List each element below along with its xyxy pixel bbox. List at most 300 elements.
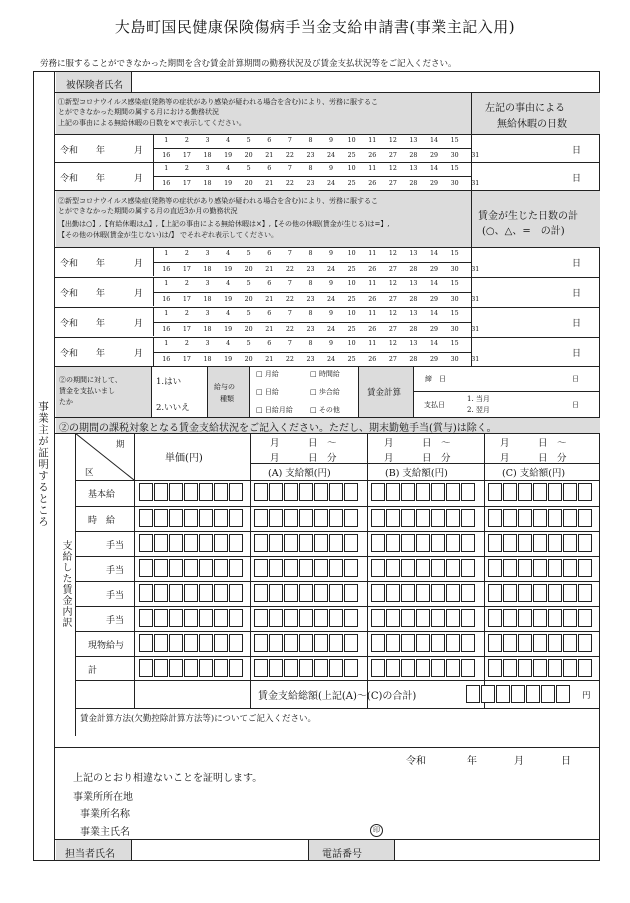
day-number[interactable]: 11 (368, 250, 377, 257)
day-count-unit: 日 (572, 146, 582, 156)
day-numbers-16-31 (156, 356, 486, 363)
day-number[interactable]: 16 (162, 296, 171, 303)
day-number[interactable]: 3 (205, 137, 210, 144)
day-number[interactable]: 25 (347, 266, 356, 273)
section1-right-header-1: 左記の事由による (485, 103, 565, 114)
day-number[interactable]: 21 (265, 180, 274, 187)
day-number[interactable]: 20 (244, 180, 253, 187)
day-number[interactable]: 20 (244, 356, 253, 363)
amount-c-boxes[interactable] (488, 634, 593, 652)
day-number[interactable]: 27 (388, 296, 397, 303)
intro-text: 労務に服することができなかった期間を含む賃金計算期間の勤務状況及び賃金支払状況等をご記入ください。 (40, 59, 457, 69)
amount-c-boxes[interactable] (488, 659, 593, 677)
day-number[interactable]: 23 (306, 356, 315, 363)
amount-a-boxes[interactable] (254, 609, 359, 627)
day-number[interactable]: 28 (409, 152, 418, 159)
amount-b-boxes[interactable] (371, 483, 476, 501)
cert-day: 日 (561, 756, 571, 767)
day-number[interactable]: 8 (308, 165, 313, 172)
day-number[interactable]: 18 (203, 180, 212, 187)
day-number[interactable]: 8 (308, 310, 313, 317)
day-number[interactable]: 2 (184, 310, 189, 317)
header-diagonal (75, 433, 134, 480)
day-number[interactable]: 27 (388, 152, 397, 159)
day-number[interactable]: 24 (327, 356, 336, 363)
day-number[interactable]: 28 (409, 296, 418, 303)
day-number[interactable]: 2 (184, 165, 189, 172)
amount-c-boxes[interactable] (488, 483, 593, 501)
day-number[interactable]: 16 (162, 326, 171, 333)
day-number[interactable]: 13 (409, 137, 418, 144)
unit-price-boxes[interactable] (139, 634, 244, 652)
era-label: 令和 (60, 259, 79, 269)
day-number[interactable]: 15 (450, 340, 459, 347)
day-number[interactable]: 23 (306, 152, 315, 159)
day-number[interactable]: 15 (450, 250, 459, 257)
amount-c-boxes[interactable] (488, 534, 593, 552)
day-number[interactable]: 31 (471, 326, 480, 333)
day-number[interactable]: 7 (287, 250, 292, 257)
month-label: 月 (134, 289, 144, 299)
day-number[interactable]: 12 (388, 165, 397, 172)
day-number[interactable]: 30 (450, 326, 459, 333)
day-number[interactable]: 11 (368, 310, 377, 317)
day-number[interactable]: 6 (267, 137, 272, 144)
month-label: 月 (134, 319, 144, 329)
amount-a-boxes[interactable] (254, 584, 359, 602)
day-number[interactable]: 25 (347, 296, 356, 303)
day-numbers-1-15 (156, 165, 465, 172)
day-number[interactable]: 19 (224, 152, 233, 159)
wage-row-label: 手当 (106, 566, 125, 576)
day-number[interactable]: 6 (267, 280, 272, 287)
unit-price-boxes[interactable] (139, 559, 244, 577)
day-number[interactable]: 14 (430, 280, 439, 287)
day-number[interactable]: 24 (327, 266, 336, 273)
year-label: 年 (96, 259, 106, 269)
staff-name-label: 担当者氏名 (65, 849, 115, 860)
month-label: 月 (134, 349, 144, 359)
item-corner-label: 区 (85, 468, 94, 478)
day-number[interactable]: 12 (388, 340, 397, 347)
amount-c-boxes[interactable] (488, 609, 593, 627)
day-number[interactable]: 5 (246, 165, 251, 172)
year-label: 年 (96, 289, 106, 299)
day-number[interactable]: 27 (388, 326, 397, 333)
day-number[interactable]: 1 (164, 165, 169, 172)
day-number[interactable]: 29 (430, 296, 439, 303)
day-number[interactable]: 20 (244, 296, 253, 303)
year-label: 年 (96, 319, 106, 329)
day-number[interactable]: 1 (164, 137, 169, 144)
insured-name-field[interactable] (134, 73, 594, 90)
day-number[interactable]: 13 (409, 165, 418, 172)
amount-b-header: (B) 支給額(円) (385, 468, 448, 479)
day-number[interactable]: 6 (267, 165, 272, 172)
day-number[interactable]: 3 (205, 165, 210, 172)
day-number[interactable]: 13 (409, 250, 418, 257)
wage-type-other[interactable]: □ その他 (310, 406, 340, 414)
day-number[interactable]: 18 (203, 356, 212, 363)
unit-price-boxes[interactable] (139, 584, 244, 602)
day-number[interactable]: 21 (265, 356, 274, 363)
wage-type-label-2: 種類 (220, 395, 234, 403)
unit-price-boxes[interactable] (139, 609, 244, 627)
wage-type-label-1: 給与の (214, 383, 235, 391)
day-number[interactable]: 18 (203, 152, 212, 159)
month-label: 月 (134, 259, 144, 269)
cutoff-day-unit: 日 (572, 375, 579, 383)
day-number[interactable]: 22 (285, 296, 294, 303)
amount-b-boxes[interactable] (371, 659, 476, 677)
day-number[interactable]: 27 (388, 356, 397, 363)
day-number[interactable]: 28 (409, 266, 418, 273)
unit-price-boxes[interactable] (139, 483, 244, 501)
day-number[interactable]: 6 (267, 310, 272, 317)
day-numbers-16-31 (156, 152, 486, 159)
day-number[interactable]: 10 (347, 340, 356, 347)
day-number[interactable]: 28 (409, 356, 418, 363)
day-number[interactable]: 10 (347, 280, 356, 287)
amount-b-boxes[interactable] (371, 584, 476, 602)
side-column (33, 71, 55, 861)
day-number[interactable]: 7 (287, 280, 292, 287)
day-number[interactable]: 1 (164, 340, 169, 347)
amount-a-boxes[interactable] (254, 483, 359, 501)
day-number[interactable]: 19 (224, 180, 233, 187)
payday-day-unit: 日 (572, 401, 579, 409)
era-label: 令和 (60, 349, 79, 359)
total-amount-boxes[interactable] (466, 685, 571, 703)
amount-a-boxes[interactable] (254, 509, 359, 527)
day-number[interactable]: 14 (430, 137, 439, 144)
period-a-line-1: 月 日 ～ (270, 438, 337, 449)
day-number[interactable]: 17 (182, 266, 191, 273)
day-number[interactable]: 9 (329, 137, 334, 144)
unit-price-boxes[interactable] (139, 534, 244, 552)
wage-row-label: 基本給 (88, 490, 116, 500)
pay-no-option[interactable]: 2.いいえ (156, 403, 190, 413)
day-number[interactable]: 7 (287, 310, 292, 317)
amount-b-boxes[interactable] (371, 559, 476, 577)
day-number[interactable]: 28 (409, 326, 418, 333)
day-number[interactable]: 15 (450, 137, 459, 144)
day-number[interactable]: 11 (368, 340, 377, 347)
section1-text-1: ①新型コロナウイルス感染症(発熱等の症状があり感染が疑われる場合を含む)により、労務に服するこ (58, 98, 379, 106)
pay-question-1: ②の期間に対して、 (59, 376, 122, 384)
insured-name-label: 被保険者氏名 (66, 80, 124, 91)
day-number[interactable]: 22 (285, 326, 294, 333)
day-number[interactable]: 5 (246, 250, 251, 257)
day-number[interactable]: 30 (450, 296, 459, 303)
day-number[interactable]: 9 (329, 250, 334, 257)
day-number[interactable]: 1 (164, 280, 169, 287)
day-numbers-16-31 (156, 180, 486, 187)
day-number[interactable]: 16 (162, 356, 171, 363)
day-number[interactable]: 4 (226, 165, 231, 172)
amount-a-boxes[interactable] (254, 659, 359, 677)
day-number[interactable]: 9 (329, 165, 334, 172)
day-number[interactable]: 12 (388, 310, 397, 317)
day-number[interactable]: 30 (450, 180, 459, 187)
day-numbers-1-15 (156, 280, 465, 287)
day-number[interactable]: 26 (368, 356, 377, 363)
wage-type-daily-monthly[interactable]: □ 日給月給 (256, 406, 293, 414)
day-number[interactable]: 25 (347, 356, 356, 363)
day-number[interactable]: 31 (471, 356, 480, 363)
day-number[interactable]: 20 (244, 326, 253, 333)
day-number[interactable]: 8 (308, 250, 313, 257)
day-number[interactable]: 18 (203, 326, 212, 333)
day-number[interactable]: 17 (182, 356, 191, 363)
amount-c-boxes[interactable] (488, 559, 593, 577)
day-number[interactable]: 12 (388, 137, 397, 144)
day-numbers-16-31 (156, 266, 486, 273)
day-number[interactable]: 22 (285, 266, 294, 273)
office-address-label: 事業所所在地 (73, 792, 133, 803)
day-number[interactable]: 18 (203, 266, 212, 273)
amount-b-boxes[interactable] (371, 609, 476, 627)
year-label: 年 (96, 174, 106, 184)
day-number[interactable]: 24 (327, 326, 336, 333)
day-number[interactable]: 13 (409, 280, 418, 287)
day-number[interactable]: 22 (285, 180, 294, 187)
day-number[interactable]: 27 (388, 180, 397, 187)
wage-type-hourly[interactable]: □ 時間給 (310, 370, 340, 378)
wage-type-monthly[interactable]: □ 月給 (256, 370, 279, 378)
day-number[interactable]: 21 (265, 266, 274, 273)
cert-year: 年 (467, 756, 477, 767)
day-number[interactable]: 30 (450, 356, 459, 363)
day-number[interactable]: 15 (450, 280, 459, 287)
day-number[interactable]: 24 (327, 296, 336, 303)
day-number[interactable]: 17 (182, 152, 191, 159)
wage-row-label: 時 給 (88, 516, 116, 526)
section1-right-header-2: 無給休暇の日数 (497, 119, 567, 130)
day-number[interactable]: 16 (162, 266, 171, 273)
day-number[interactable]: 17 (182, 296, 191, 303)
phone-label: 電話番号 (322, 849, 362, 860)
day-number[interactable]: 23 (306, 296, 315, 303)
day-number[interactable]: 6 (267, 340, 272, 347)
unit-price-boxes[interactable] (139, 659, 244, 677)
day-number[interactable]: 26 (368, 266, 377, 273)
day-number[interactable]: 2 (184, 137, 189, 144)
day-number[interactable]: 15 (450, 310, 459, 317)
day-number[interactable]: 21 (265, 326, 274, 333)
day-number[interactable]: 12 (388, 250, 397, 257)
day-number[interactable]: 14 (430, 250, 439, 257)
day-number[interactable]: 11 (368, 280, 377, 287)
day-number[interactable]: 5 (246, 137, 251, 144)
day-number[interactable]: 5 (246, 340, 251, 347)
cert-era: 令和 (406, 756, 426, 767)
day-number[interactable]: 28 (409, 180, 418, 187)
period-c-line-2: 月 日 分 (500, 453, 567, 464)
day-number[interactable]: 24 (327, 152, 336, 159)
day-number[interactable]: 9 (329, 280, 334, 287)
pay-question-3: たか (59, 398, 73, 406)
day-number[interactable]: 6 (267, 250, 272, 257)
amount-c-header: (C) 支給額(円) (502, 468, 566, 479)
day-number[interactable]: 26 (368, 180, 377, 187)
day-number[interactable]: 7 (287, 340, 292, 347)
amount-a-boxes[interactable] (254, 559, 359, 577)
wage-calc-label: 賃金計算 (367, 388, 402, 398)
day-number[interactable]: 2 (184, 280, 189, 287)
period-a-line-2: 月 日 分 (270, 453, 337, 464)
day-number[interactable]: 24 (327, 180, 336, 187)
day-number[interactable]: 16 (162, 152, 171, 159)
day-number[interactable]: 8 (308, 340, 313, 347)
day-number[interactable]: 1 (164, 310, 169, 317)
day-number[interactable]: 22 (285, 356, 294, 363)
day-numbers-1-15 (156, 250, 465, 257)
day-number[interactable]: 2 (184, 340, 189, 347)
staff-name-field[interactable] (134, 841, 304, 858)
day-number[interactable]: 31 (471, 296, 480, 303)
day-number[interactable]: 3 (205, 280, 210, 287)
day-count-unit: 日 (572, 349, 582, 359)
day-number[interactable]: 13 (409, 340, 418, 347)
day-number[interactable]: 22 (285, 152, 294, 159)
payday-option-current[interactable]: 1. 当月 (467, 395, 490, 403)
day-number[interactable]: 1 (164, 250, 169, 257)
day-number[interactable]: 26 (368, 326, 377, 333)
day-number[interactable]: 31 (471, 152, 480, 159)
day-number[interactable]: 14 (430, 165, 439, 172)
wage-row-label: 計 (88, 666, 98, 676)
day-number[interactable]: 5 (246, 310, 251, 317)
day-number[interactable]: 19 (224, 356, 233, 363)
wage-row-label: 現物給与 (88, 641, 125, 651)
day-number[interactable]: 10 (347, 165, 356, 172)
day-number[interactable]: 29 (430, 152, 439, 159)
day-number[interactable]: 29 (430, 326, 439, 333)
total-yen: 円 (582, 691, 591, 701)
amount-c-boxes[interactable] (488, 509, 593, 527)
day-number[interactable]: 23 (306, 266, 315, 273)
day-number[interactable]: 26 (368, 152, 377, 159)
amount-a-boxes[interactable] (254, 534, 359, 552)
day-number[interactable]: 4 (226, 340, 231, 347)
era-label: 令和 (60, 174, 79, 184)
day-number[interactable]: 23 (306, 180, 315, 187)
day-number[interactable]: 30 (450, 266, 459, 273)
day-number[interactable]: 29 (430, 180, 439, 187)
day-count-unit: 日 (572, 319, 582, 329)
day-number[interactable]: 8 (308, 137, 313, 144)
wage-type-commission[interactable]: □ 歩合給 (310, 388, 340, 396)
phone-field[interactable] (397, 841, 597, 858)
day-number[interactable]: 20 (244, 266, 253, 273)
amount-a-header: (A) 支給額(円) (268, 468, 331, 479)
unit-price-boxes[interactable] (139, 509, 244, 527)
day-number[interactable]: 18 (203, 296, 212, 303)
amount-b-boxes[interactable] (371, 634, 476, 652)
period-corner-label: 期 (116, 440, 125, 450)
day-number[interactable]: 9 (329, 310, 334, 317)
payday-option-next[interactable]: 2. 翌月 (467, 406, 490, 414)
day-number[interactable]: 10 (347, 137, 356, 144)
day-number[interactable]: 11 (368, 165, 377, 172)
day-number[interactable]: 8 (308, 280, 313, 287)
day-number[interactable]: 10 (347, 310, 356, 317)
amount-a-boxes[interactable] (254, 634, 359, 652)
amount-b-boxes[interactable] (371, 509, 476, 527)
pay-yes-option[interactable]: 1.はい (156, 377, 182, 387)
day-numbers-1-15 (156, 340, 465, 347)
day-number[interactable]: 31 (471, 266, 480, 273)
day-number[interactable]: 13 (409, 310, 418, 317)
wage-type-daily[interactable]: □ 日給 (256, 388, 279, 396)
day-number[interactable]: 17 (182, 326, 191, 333)
day-number[interactable]: 19 (224, 266, 233, 273)
day-number[interactable]: 31 (471, 180, 480, 187)
day-number[interactable]: 29 (430, 356, 439, 363)
day-number[interactable]: 29 (430, 266, 439, 273)
day-number[interactable]: 23 (306, 326, 315, 333)
day-number[interactable]: 7 (287, 165, 292, 172)
day-number[interactable]: 21 (265, 296, 274, 303)
office-name-label: 事業所名称 (80, 809, 130, 820)
owner-name-label: 事業主氏名 (80, 827, 130, 838)
day-number[interactable]: 30 (450, 152, 459, 159)
day-number[interactable]: 11 (368, 137, 377, 144)
day-numbers-16-31 (156, 296, 486, 303)
day-number[interactable]: 10 (347, 250, 356, 257)
day-number[interactable]: 19 (224, 296, 233, 303)
day-number[interactable]: 4 (226, 280, 231, 287)
side-label: 事業主が証明するところ (37, 401, 49, 528)
amount-b-boxes[interactable] (371, 534, 476, 552)
day-number[interactable]: 4 (226, 250, 231, 257)
day-number[interactable]: 17 (182, 180, 191, 187)
day-count-unit: 日 (572, 289, 582, 299)
day-number[interactable]: 14 (430, 340, 439, 347)
wage-row-label: 手当 (106, 616, 125, 626)
period-c-line-1: 月 日 ～ (500, 438, 567, 449)
day-number[interactable]: 14 (430, 310, 439, 317)
day-number[interactable]: 15 (450, 165, 459, 172)
day-number[interactable]: 12 (388, 280, 397, 287)
day-number[interactable]: 21 (265, 152, 274, 159)
day-number[interactable]: 3 (205, 250, 210, 257)
day-number[interactable]: 4 (226, 310, 231, 317)
day-number[interactable]: 25 (347, 326, 356, 333)
day-number[interactable]: 25 (347, 152, 356, 159)
wage-calc-method-label: 賃金計算方法(欠勤控除計算方法等)についてご記入ください。 (80, 714, 316, 724)
day-number[interactable]: 3 (205, 310, 210, 317)
amount-c-boxes[interactable] (488, 584, 593, 602)
day-number[interactable]: 5 (246, 280, 251, 287)
day-number[interactable]: 9 (329, 340, 334, 347)
period-b-line-2: 月 日 分 (384, 453, 451, 464)
day-number[interactable]: 2 (184, 250, 189, 257)
day-number[interactable]: 4 (226, 137, 231, 144)
day-number[interactable]: 3 (205, 340, 210, 347)
day-numbers-1-15 (156, 310, 465, 317)
day-number[interactable]: 20 (244, 152, 253, 159)
day-number[interactable]: 27 (388, 266, 397, 273)
day-number[interactable]: 26 (368, 296, 377, 303)
year-label: 年 (96, 349, 106, 359)
day-number[interactable]: 7 (287, 137, 292, 144)
day-number[interactable]: 19 (224, 326, 233, 333)
day-number[interactable]: 16 (162, 180, 171, 187)
day-number[interactable]: 25 (347, 180, 356, 187)
period-b-line-1: 月 日 ～ (384, 438, 451, 449)
